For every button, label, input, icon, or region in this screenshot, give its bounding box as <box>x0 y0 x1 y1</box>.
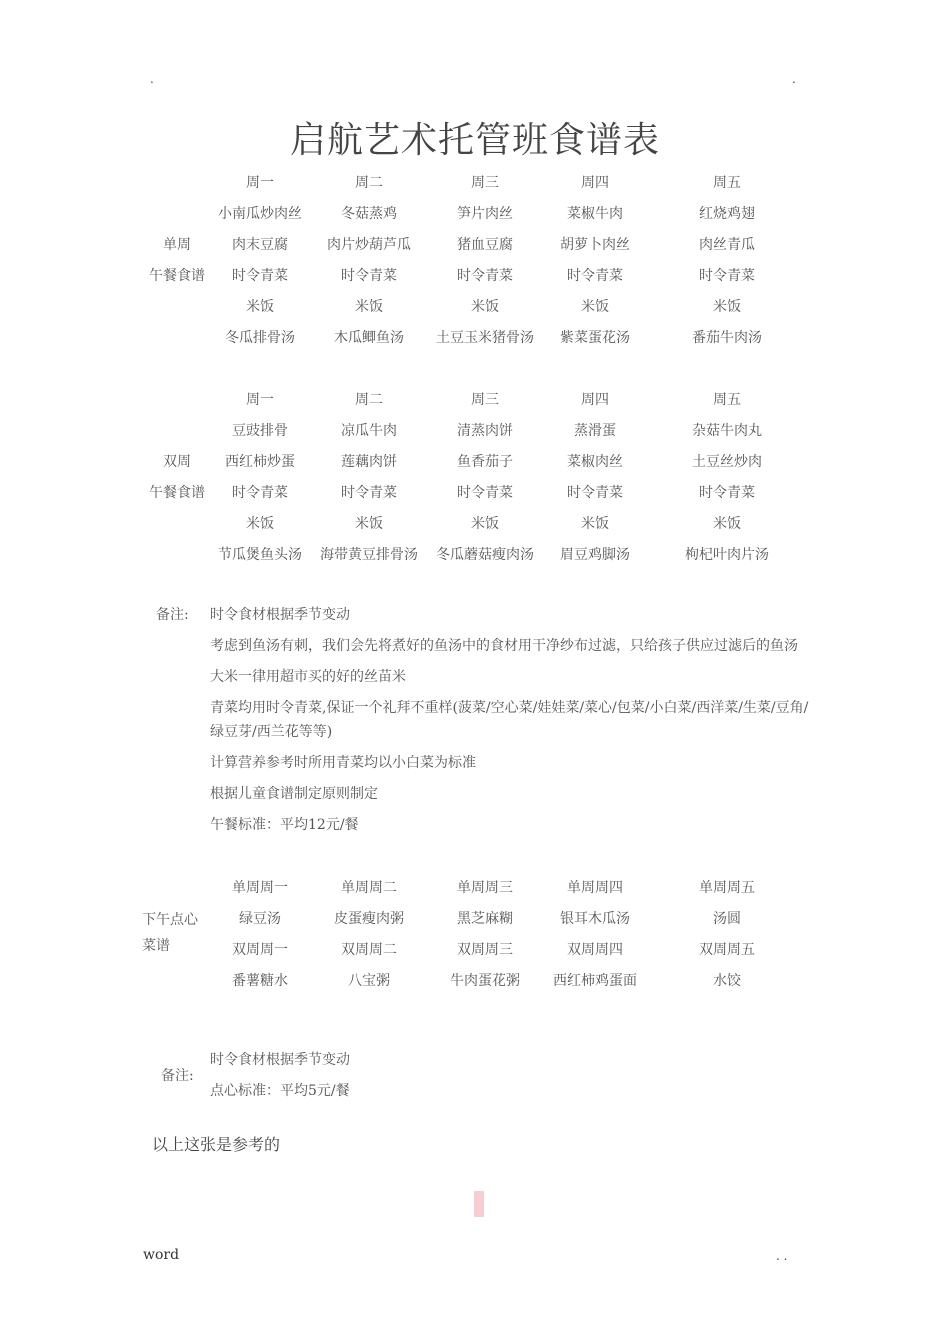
day-header: 周五 <box>713 392 741 408</box>
snack-item: 牛肉蛋花粥 <box>450 973 520 989</box>
day-header: 周四 <box>581 392 609 408</box>
snack-item: 番薯糖水 <box>232 973 288 989</box>
menu-item: 菜椒牛肉 <box>567 206 623 222</box>
menu-item: 米饭 <box>355 516 383 532</box>
snack-day-header: 双周周五 <box>699 942 755 958</box>
day-header: 周三 <box>471 392 499 408</box>
lunch-note-line: 时令食材根据季节变动 <box>210 607 350 623</box>
menu-item: 猪血豆腐 <box>457 237 513 253</box>
menu-item: 莲藕肉饼 <box>341 454 397 470</box>
menu-item: 木瓜鲫鱼汤 <box>334 330 404 346</box>
snack-item: 水饺 <box>713 973 741 989</box>
menu-item: 笋片肉丝 <box>457 206 513 222</box>
lunch-note-line: 根据儿童食谱制定原则制定 <box>210 786 378 802</box>
snack-day-header: 双周周三 <box>457 942 513 958</box>
menu-item: 时令青菜 <box>341 268 397 284</box>
menu-item: 时令青菜 <box>232 268 288 284</box>
snack-day-header: 单周周三 <box>457 880 513 896</box>
menu-item: 时令青菜 <box>567 485 623 501</box>
day-header: 周一 <box>246 175 274 191</box>
menu-item: 时令青菜 <box>457 485 513 501</box>
menu-item: 小南瓜炒肉丝 <box>218 206 302 222</box>
lunch-notes-label: 备注: <box>156 607 189 623</box>
menu-item: 土豆玉米猪骨汤 <box>436 330 534 346</box>
lunch-note-line: 青菜均用时令青菜,保证一个礼拜不重样(菠菜/空心菜/娃娃菜/菜心/包菜/小白菜/西洋菜/生菜/豆角/绿豆芽/西兰花等等) <box>210 700 809 740</box>
menu-item: 菜椒肉丝 <box>567 454 623 470</box>
menu-item: 胡萝卜肉丝 <box>560 237 630 253</box>
menu-item: 豆豉排骨 <box>232 423 288 439</box>
menu-item: 冬瓜排骨汤 <box>225 330 295 346</box>
snack-item: 银耳木瓜汤 <box>560 911 630 927</box>
menu-item: 鱼香茄子 <box>457 454 513 470</box>
menu-item: 肉末豆腐 <box>232 237 288 253</box>
footer-word: word <box>143 1247 180 1263</box>
menu-item: 时令青菜 <box>567 268 623 284</box>
lunch-note-line: 午餐标准：平均12元/餐 <box>210 817 359 833</box>
snack-item: 西红柿鸡蛋面 <box>553 973 637 989</box>
menu-item: 时令青菜 <box>232 485 288 501</box>
menu-item: 米饭 <box>246 299 274 315</box>
menu-item: 米饭 <box>581 516 609 532</box>
menu-item: 冬瓜蘑菇瘦肉汤 <box>436 547 534 563</box>
snack-item: 皮蛋瘦肉粥 <box>334 911 404 927</box>
day-header: 周三 <box>471 175 499 191</box>
lunch-note-line: 计算营养参考时所用青菜均以小白菜为标准 <box>210 755 476 771</box>
snack-item: 黑芝麻糊 <box>457 911 513 927</box>
menu-item: 米饭 <box>581 299 609 315</box>
menu-item: 米饭 <box>246 516 274 532</box>
menu-item: 番茄牛肉汤 <box>692 330 762 346</box>
day-header: 周二 <box>355 392 383 408</box>
snack-item: 八宝粥 <box>348 973 390 989</box>
double-week-label: 双周 <box>163 454 191 470</box>
menu-item: 肉片炒葫芦瓜 <box>327 237 411 253</box>
menu-item: 凉瓜牛肉 <box>341 423 397 439</box>
snack-note-line: 点心标准：平均5元/餐 <box>210 1083 350 1099</box>
double-week-label-sub: 午餐食谱 <box>149 485 205 501</box>
footer-dots: . . <box>776 1249 788 1263</box>
snack-day-header: 单周周四 <box>567 880 623 896</box>
snack-item: 绿豆汤 <box>239 911 281 927</box>
menu-item: 米饭 <box>471 299 499 315</box>
menu-item: 肉丝青瓜 <box>699 237 755 253</box>
menu-item: 枸杞叶肉片汤 <box>685 547 769 563</box>
day-header: 周五 <box>713 175 741 191</box>
single-week-label-sub: 午餐食谱 <box>149 268 205 284</box>
menu-item: 时令青菜 <box>341 485 397 501</box>
snack-day-header: 单周周五 <box>699 880 755 896</box>
day-header: 周一 <box>246 392 274 408</box>
header-dot-left: . <box>150 72 154 86</box>
snack-day-header: 双周周二 <box>341 942 397 958</box>
reference-text: 以上这张是参考的 <box>152 1135 281 1154</box>
menu-item: 节瓜煲鱼头汤 <box>218 547 302 563</box>
menu-item: 清蒸肉饼 <box>457 423 513 439</box>
snack-note-line: 时令食材根据季节变动 <box>210 1052 350 1068</box>
snack-day-header: 双周周四 <box>567 942 623 958</box>
menu-item: 米饭 <box>471 516 499 532</box>
menu-item: 时令青菜 <box>699 268 755 284</box>
page-marker <box>474 1191 484 1217</box>
day-header: 周四 <box>581 175 609 191</box>
menu-item: 时令青菜 <box>457 268 513 284</box>
day-header: 周二 <box>355 175 383 191</box>
snack-item: 汤圆 <box>713 911 741 927</box>
snack-day-header: 单周周一 <box>232 880 288 896</box>
snack-day-header: 双周周一 <box>232 942 288 958</box>
menu-item: 冬菇蒸鸡 <box>341 206 397 222</box>
lunch-note-line: 大米一律用超市买的好的丝苗米 <box>210 669 406 685</box>
lunch-note-line: 考虑到鱼汤有刺，我们会先将煮好的鱼汤中的食材用干净纱布过滤，只给孩子供应过滤后的鱼汤 <box>210 638 798 654</box>
menu-item: 海带黄豆排骨汤 <box>320 547 418 563</box>
menu-item: 时令青菜 <box>699 485 755 501</box>
page-title: 启航艺术托管班食谱表 <box>289 120 660 161</box>
menu-item: 红烧鸡翅 <box>699 206 755 222</box>
menu-item: 米饭 <box>713 516 741 532</box>
snack-notes-label: 备注: <box>161 1068 194 1084</box>
menu-item: 土豆丝炒肉 <box>692 454 762 470</box>
header-dot-right: . <box>792 72 796 86</box>
menu-item: 米饭 <box>713 299 741 315</box>
snack-label: 下午点心 <box>142 912 198 928</box>
menu-item: 米饭 <box>355 299 383 315</box>
menu-item: 眉豆鸡脚汤 <box>560 547 630 563</box>
menu-item: 杂菇牛肉丸 <box>692 423 762 439</box>
snack-label-sub: 菜谱 <box>142 938 170 954</box>
menu-item: 紫菜蛋花汤 <box>560 330 630 346</box>
menu-item: 蒸滑蛋 <box>574 423 616 439</box>
single-week-label: 单周 <box>163 237 191 253</box>
snack-day-header: 单周周二 <box>341 880 397 896</box>
menu-item: 西红柿炒蛋 <box>225 454 295 470</box>
